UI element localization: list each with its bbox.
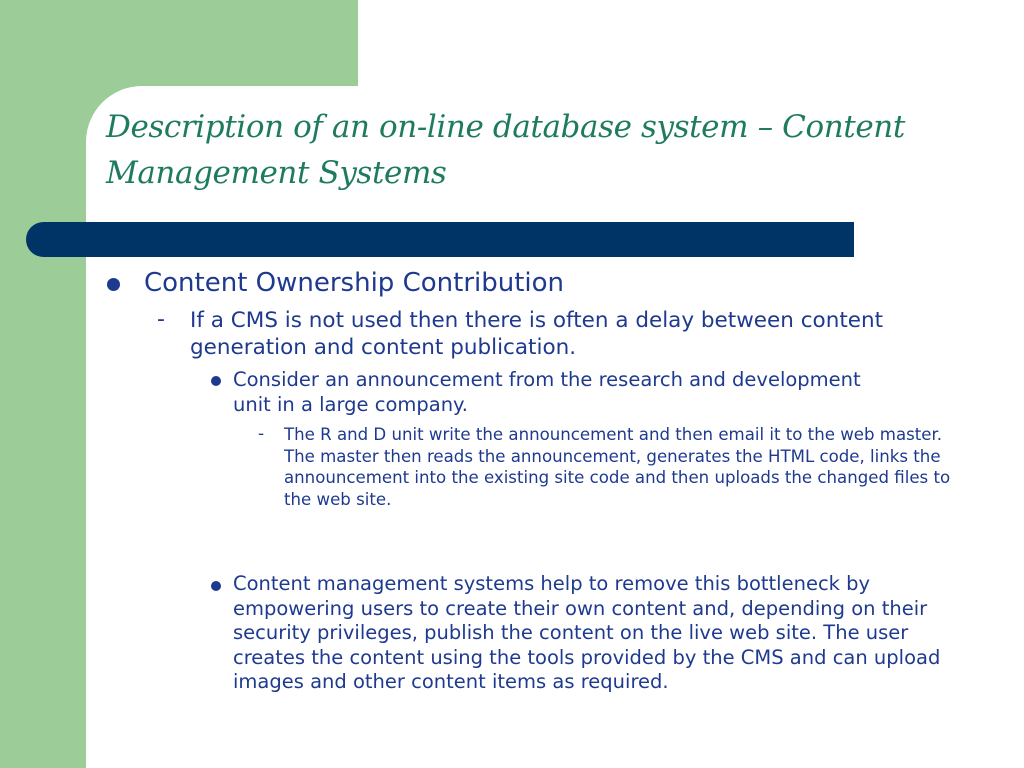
bullet-level2: If a CMS is not used then there is often a delay between content generation and content publication. [190, 308, 884, 360]
bullet-level3-announcement: Consider an announcement from the research and development unit in a large company. [233, 368, 861, 416]
title-underline-bar [26, 222, 854, 257]
slide-title: Description of an on-line database system – Content Management Systems [106, 109, 905, 191]
dash-marker: - [157, 307, 165, 332]
bullet-level3-cms: Content management systems help to remove this bottleneck by empowering users to create their own content and, depending on their security privileges, publish the content on the live web site. The user creates the content using the tools provided by the CMS and can upload images and other content items as required. [233, 572, 941, 694]
bullet-level4: The R and D unit write the announcement and then email it to the web master. The master then reads the announcement, generates the HTML code, links the announcement into the existing site code and then uploads the changed files to the web site. [284, 425, 951, 509]
bullet-dot-icon [211, 376, 221, 386]
bullet-dot-icon [107, 278, 120, 291]
bullet-level1: Content Ownership Contribution [144, 268, 565, 298]
dash-marker: - [258, 424, 265, 444]
bullet-dot-icon [211, 581, 221, 591]
